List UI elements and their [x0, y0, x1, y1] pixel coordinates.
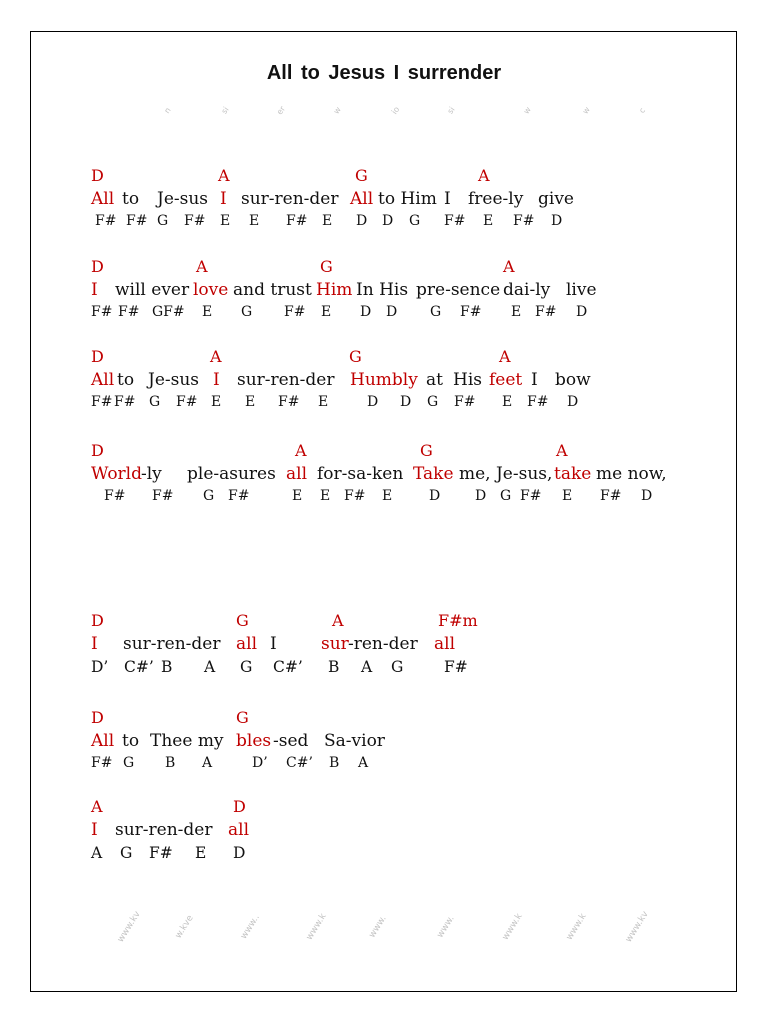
lyric-syllable: I: [444, 189, 451, 209]
melody-note: D: [356, 213, 368, 229]
lyric-syllable: sur-ren-der: [237, 370, 335, 390]
chord-label: A: [210, 347, 222, 366]
lyric-syllable: at: [426, 370, 443, 390]
melody-note: G: [427, 394, 439, 410]
lyric-syllable: I: [213, 370, 220, 390]
melody-note: G: [149, 394, 161, 410]
watermark-text: www.: [435, 914, 457, 940]
melody-note: G: [123, 755, 135, 771]
lyric-syllable: In His: [356, 280, 409, 300]
melody-note: F#: [184, 213, 206, 229]
melody-note: G: [391, 658, 404, 676]
melody-note: E: [202, 304, 213, 320]
melody-note: D’: [91, 658, 109, 676]
lyric-syllable: me now,: [596, 464, 667, 484]
melody-note: F#: [118, 304, 140, 320]
melody-note: E: [382, 488, 393, 504]
melody-note: G: [430, 304, 442, 320]
melody-note: B: [328, 658, 340, 676]
lyric-syllable: I: [220, 189, 227, 209]
chord-label: G: [236, 708, 249, 727]
chord-label: A: [503, 257, 515, 276]
chord-label: A: [478, 166, 490, 185]
melody-note: E: [249, 213, 260, 229]
watermark-text: er: [275, 104, 288, 117]
chord-label: G: [236, 611, 249, 630]
lyric-syllable: -sed: [273, 731, 309, 751]
melody-note: E: [562, 488, 573, 504]
melody-note: F#: [228, 488, 250, 504]
chord-label: D: [91, 347, 104, 366]
melody-note: A: [204, 658, 216, 676]
lyric-syllable: sur-ren-der: [115, 820, 213, 840]
watermark-text: w: [580, 105, 592, 116]
melody-note: D: [386, 304, 398, 320]
melody-note: E: [292, 488, 303, 504]
chord-label: D: [91, 166, 104, 185]
melody-note: E: [318, 394, 329, 410]
melody-note: D’: [252, 755, 268, 771]
lyric-syllable: take: [554, 464, 592, 484]
melody-note: G: [409, 213, 421, 229]
chord-label: D: [91, 441, 104, 460]
watermark-text: www.k: [304, 911, 329, 943]
lyric-syllable: me, Je-sus,: [459, 464, 553, 484]
watermark-text: w.kve: [173, 913, 196, 941]
melody-note: F#: [149, 844, 173, 862]
lyric-syllable: feet: [489, 370, 523, 390]
lyric-syllable: sur: [321, 634, 349, 654]
lyric-syllable: bow: [555, 370, 591, 390]
melody-note: E: [321, 304, 332, 320]
melody-note: G: [203, 488, 215, 504]
melody-note: F#: [278, 394, 300, 410]
watermark-text: n: [162, 105, 173, 116]
melody-note: G: [157, 213, 169, 229]
lyric-syllable: Sa-vior: [324, 731, 385, 751]
chord-label: A: [196, 257, 208, 276]
watermark-text: www.k: [500, 911, 525, 943]
melody-note: F#: [104, 488, 126, 504]
melody-note: C#’: [273, 658, 303, 676]
watermark-text: c: [637, 106, 648, 115]
melody-note: F#: [91, 304, 113, 320]
melody-note: F#: [600, 488, 622, 504]
melody-note: F#: [286, 213, 308, 229]
chord-label: A: [556, 441, 568, 460]
song-title: All to Jesus I surrender: [266, 62, 502, 84]
melody-note: E: [483, 213, 494, 229]
melody-note: GF#: [152, 304, 185, 320]
lyric-syllable: I: [270, 634, 277, 654]
melody-note: F#: [152, 488, 174, 504]
melody-note: F#: [114, 394, 136, 410]
lyric-syllable: Him: [316, 280, 353, 300]
lyric-syllable: I: [91, 280, 98, 300]
chord-label: G: [420, 441, 433, 460]
lyric-syllable: all: [228, 820, 250, 840]
melody-note: F#: [126, 213, 148, 229]
watermark-text: www.kv: [115, 909, 143, 945]
watermark-text: si: [219, 105, 231, 116]
melody-note: D: [400, 394, 412, 410]
melody-note: G: [500, 488, 512, 504]
lyric-syllable: Je-sus: [148, 370, 200, 390]
lyric-syllable: Je-sus: [157, 189, 209, 209]
melody-note: D: [429, 488, 441, 504]
melody-note: E: [511, 304, 522, 320]
melody-note: F#: [520, 488, 542, 504]
melody-note: D: [475, 488, 487, 504]
melody-note: E: [320, 488, 331, 504]
melody-note: A: [358, 755, 369, 771]
lyric-syllable: sur-ren-der: [241, 189, 339, 209]
lyric-syllable: pre-sence: [416, 280, 501, 300]
lyric-syllable: I: [531, 370, 538, 390]
melody-note: D: [567, 394, 579, 410]
lyric-syllable: -ly: [141, 464, 162, 484]
lyric-syllable: All: [91, 731, 115, 751]
lyric-syllable: -ren-der: [348, 634, 418, 654]
lyric-syllable: Take: [413, 464, 454, 484]
lyric-syllable: free-ly: [468, 189, 524, 209]
watermark-text: www..: [239, 912, 262, 942]
melody-note: F#: [454, 394, 476, 410]
chord-label: D: [91, 611, 104, 630]
chord-label: G: [349, 347, 362, 366]
melody-note: B: [161, 658, 173, 676]
chord-label: A: [332, 611, 344, 630]
lyric-syllable: Humbly: [350, 370, 418, 390]
melody-note: G: [120, 844, 133, 862]
melody-note: F#: [91, 755, 113, 771]
melody-note: F#: [535, 304, 557, 320]
melody-note: D: [360, 304, 372, 320]
lyric-syllable: to: [122, 731, 140, 751]
lyric-syllable: dai-ly: [503, 280, 551, 300]
melody-note: E: [322, 213, 333, 229]
watermark-text: si: [445, 105, 457, 116]
melody-note: D: [641, 488, 653, 504]
melody-note: D: [233, 844, 246, 862]
lyric-syllable: to: [117, 370, 135, 390]
melody-note: G: [240, 658, 253, 676]
watermark-text: www.k: [564, 911, 589, 943]
lyric-syllable: I: [91, 820, 98, 840]
watermark-text: io: [389, 105, 402, 116]
chord-label: A: [499, 347, 511, 366]
melody-note: A: [361, 658, 373, 676]
lyric-syllable: All: [350, 189, 374, 209]
watermark-text: www.kv: [623, 909, 651, 945]
lyric-syllable: bles: [236, 731, 272, 751]
melody-note: A: [91, 844, 103, 862]
melody-note: F#: [95, 213, 117, 229]
melody-note: B: [329, 755, 340, 771]
lyric-syllable: all: [434, 634, 456, 654]
lyric-syllable: to Him: [378, 189, 437, 209]
lyric-syllable: sur-ren-der: [123, 634, 221, 654]
chord-label: G: [320, 257, 333, 276]
melody-note: F#: [344, 488, 366, 504]
melody-note: D: [367, 394, 379, 410]
melody-note: F#: [513, 213, 535, 229]
lyric-syllable: I: [91, 634, 98, 654]
melody-note: E: [195, 844, 207, 862]
melody-note: F#: [284, 304, 306, 320]
melody-note: D: [576, 304, 588, 320]
melody-note: E: [211, 394, 222, 410]
chord-label: D: [91, 708, 104, 727]
watermark-text: www.: [367, 914, 389, 940]
melody-note: C#’: [124, 658, 154, 676]
watermark-text: w: [331, 105, 343, 116]
chord-label: D: [233, 797, 246, 816]
melody-note: F#: [444, 658, 468, 676]
lyric-syllable: will ever: [115, 280, 190, 300]
lyric-syllable: all: [236, 634, 258, 654]
melody-note: F#: [527, 394, 549, 410]
lyric-syllable: for-sa-ken: [317, 464, 404, 484]
melody-note: F#: [460, 304, 482, 320]
lyric-syllable: and trust: [233, 280, 312, 300]
chord-label: A: [218, 166, 230, 185]
lyric-syllable: all: [286, 464, 308, 484]
lyric-syllable: Thee my: [150, 731, 224, 751]
chord-label: G: [355, 166, 368, 185]
melody-note: E: [220, 213, 231, 229]
melody-note: F#: [444, 213, 466, 229]
melody-note: F#: [176, 394, 198, 410]
lyric-syllable: to: [122, 189, 140, 209]
melody-note: F#: [91, 394, 113, 410]
melody-note: A: [202, 755, 213, 771]
chord-label: F#m: [438, 611, 478, 630]
lyric-syllable: All: [91, 189, 115, 209]
melody-note: B: [165, 755, 176, 771]
melody-note: E: [502, 394, 513, 410]
chord-label: A: [91, 797, 103, 816]
chord-label: A: [295, 441, 307, 460]
melody-note: G: [241, 304, 253, 320]
lyric-syllable: All: [91, 370, 115, 390]
watermark-text: w: [521, 105, 533, 116]
lyric-syllable: love: [193, 280, 229, 300]
melody-note: D: [382, 213, 394, 229]
melody-note: C#’: [286, 755, 313, 771]
lyric-syllable: ple-asures: [187, 464, 276, 484]
lyric-syllable: World: [91, 464, 142, 484]
lyric-syllable: His: [453, 370, 482, 390]
lyric-syllable: live: [566, 280, 597, 300]
melody-note: D: [551, 213, 563, 229]
chord-label: D: [91, 257, 104, 276]
lyric-syllable: give: [538, 189, 574, 209]
melody-note: E: [245, 394, 256, 410]
